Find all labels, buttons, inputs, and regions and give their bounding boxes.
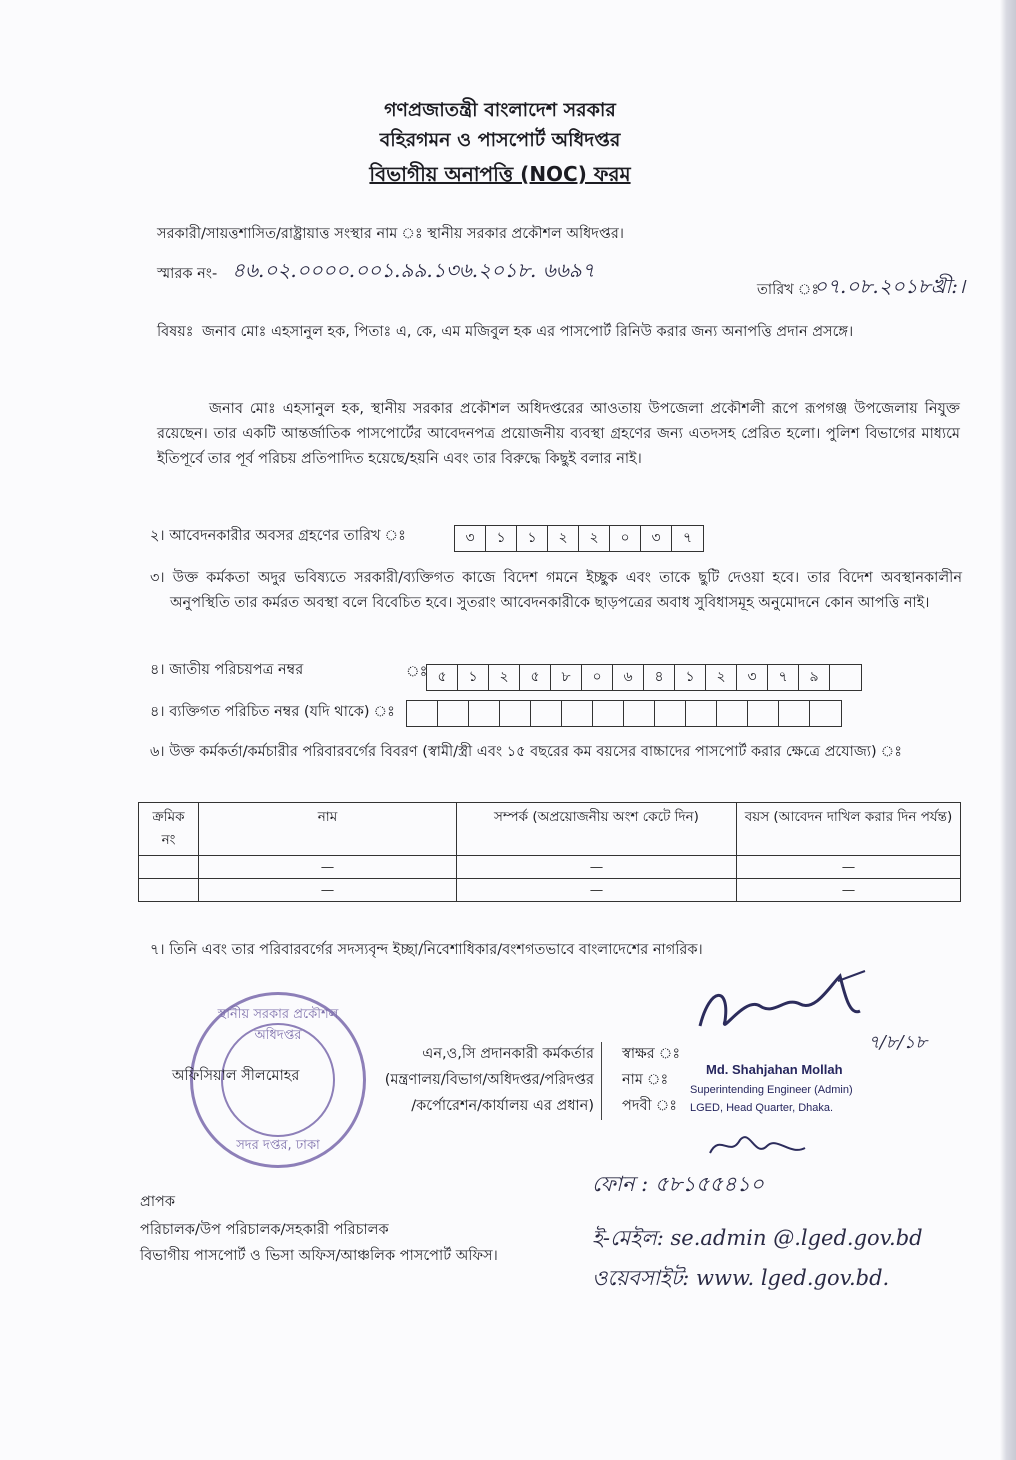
col-name: নাম <box>199 803 457 856</box>
col-age: বয়স (আবেদন দাখিল করার দিন পর্যন্ত) <box>737 803 961 856</box>
recipient-line-2: বিভাগীয় পাসপোর্ট ও ভিসা অফিস/আঞ্চলিক পাসপোর্ট অফিস। <box>140 1248 498 1264</box>
cell: — <box>199 856 457 879</box>
contact-email: ই-মেইল: se.admin @.lged.gov.bd <box>592 1226 923 1250</box>
officer-name: Md. Shahjahan Mollah <box>706 1062 843 1077</box>
col-relation: সম্পর্ক (অপ্রয়োজনীয় অংশ কেটে দিন) <box>457 803 737 856</box>
cell <box>139 879 199 902</box>
empty-box <box>562 701 593 726</box>
nid-label: ৪। জাতীয় পরিচয়পত্র নম্বর <box>150 662 304 678</box>
nid-boxes <box>426 664 862 691</box>
subject-text: জনাব মোঃ এহসানুল হক, পিতাঃ এ, কে, এম মজিবুল হক এর পাসপোর্ট রিনিউ করার জন্য অনাপত্তি প্রদান প্রসঙ্গে। <box>202 324 854 340</box>
digit-box: ৫ <box>427 665 458 690</box>
digit-box: ৩ <box>455 526 486 551</box>
digit-box: ২ <box>579 526 610 551</box>
digit-box: ২ <box>706 665 737 690</box>
empty-box <box>655 701 686 726</box>
digit-box: ৭ <box>768 665 799 690</box>
memo-label: স্মারক নং- <box>157 266 218 282</box>
seal-bottom-text: সদর দপ্তর, ঢাকা <box>236 1138 320 1153</box>
empty-box <box>717 701 748 726</box>
cell: — <box>457 856 737 879</box>
nid-colon: ঃ <box>406 664 428 680</box>
item-3: ৩। উক্ত কর্মকতা অদুর ভবিষ্যতে সরকারী/ব্যক্তিগত কাজে বিদেশ গমনে ইচ্ছুক এবং তাকে ছুটি দেওয়া হবে। তার বিদেশ অবস্থানকালীন অনুপস্থিতি তার কর্মরত অবস্থা বলে বিবেচিত হবে। সুতরাং আবেদনকারীকে ছাড়পত্রের অবাধ সুবিধাসমূহ অনুমোদনে কোন আপত্তি নাই। <box>150 570 962 611</box>
table-header-row <box>139 803 961 856</box>
officer-line-3: /কর্পোরেশন/কার্যালয় এর প্রধান) <box>411 1098 594 1114</box>
digit-box: ০ <box>582 665 613 690</box>
personal-id-label: ৪। ব্যক্তিগত পরিচিত নম্বর (যদি থাকে) ঃ <box>150 704 395 720</box>
designation-label: পদবী ঃ <box>622 1098 678 1114</box>
personal-id-boxes <box>406 700 842 727</box>
recipient-label: প্রাপক <box>140 1194 176 1210</box>
form-title: বিভাগীয় অনাপত্তি (NOC) ফরম <box>369 162 631 186</box>
item-6: ৬। উক্ত কর্মকর্তা/কর্মচারীর পরিবারবর্গের বিবরণ (স্বামী/স্ত্রী এবং ১৫ বছরের কম বয়সের বাচ্চাদের পাসপোর্ট করার ক্ষেত্রে প্রযোজ্য) ঃ <box>150 744 902 760</box>
empty-box <box>748 701 779 726</box>
signature-flourish <box>838 971 865 981</box>
subject-label: বিষয়ঃ <box>157 324 194 340</box>
digit-box: ৫ <box>520 665 551 690</box>
page-edge-shadow <box>1000 0 1016 1460</box>
cell: — <box>457 879 737 902</box>
contact-phone: ফোন : ৫৮১৫৫৪১০ <box>592 1172 764 1196</box>
signature-label: স্বাক্ষর ঃ <box>622 1046 681 1062</box>
digit-box: ৭ <box>682 530 693 546</box>
retirement-date-boxes <box>454 525 704 552</box>
officer-line-1: এন,ও,সি প্রদানকারী কর্মকর্তার <box>422 1046 594 1062</box>
officer-line-2: (মন্ত্রণালয়/বিভাগ/অধিদপ্তর/পরিদপ্তর <box>384 1072 594 1088</box>
digit-box: ৪ <box>644 665 675 690</box>
empty-box <box>810 701 841 726</box>
digit-box: ১ <box>486 526 517 551</box>
col-serial: ক্রমিক নং <box>139 803 199 856</box>
name-label: নাম ঃ <box>622 1072 669 1088</box>
initials-scribble <box>705 1128 815 1164</box>
digit-box: ০ <box>610 526 641 551</box>
seal-top-text: স্থানীয় সরকার প্রকৌশল অধিদপ্তর <box>217 1007 339 1043</box>
digit-box: ২ <box>489 665 520 690</box>
cell: — <box>737 856 961 879</box>
header-department: বহিরগমন ও পাসপোর্ট অধিদপ্তর <box>379 129 621 151</box>
cell <box>139 856 199 879</box>
paragraph-1: জনাব মোঃ এহসানুল হক, স্থানীয় সরকার প্রকৌশল অধিদপ্তরের আওতায় উপজেলা প্রকৌশলী রূপে রূপগঞ্জ উপজেলায় নিযুক্ত রয়েছেন। তার একটি আন্তর্জাতিক পাসপোর্টের আবেদনপত্র প্রয়োজনীয় ব্যবস্থা গ্রহণের জন্য এতদসহ প্রেরিত হলো। পুলিশ বিভাগের মাধ্যমে ইতিপূর্বে তার পূর্ব পরিচয় প্রতিপাদিত হয়েছে/হয়নি এবং তার বিরুদ্ধে কিছুই বলার নাই। <box>157 401 960 467</box>
digit-box: ৯ <box>799 665 830 690</box>
table-row <box>139 879 961 902</box>
family-table <box>138 802 961 902</box>
empty-box <box>593 701 624 726</box>
item-7: ৭। তিনি এবং তার পরিবারবর্গের সদস্যবৃন্দ ইচ্ছা/নিবেশাধিকার/বংশগতভাবে বাংলাদেশের নাগরিক। <box>150 942 703 958</box>
date-value: ০৭.০৮.২০১৮খ্রী:। <box>814 274 966 298</box>
empty-box <box>469 701 500 726</box>
header-government: গণপ্রজাতন্ত্রী বাংলাদেশ সরকার <box>384 99 616 121</box>
empty-box <box>407 701 438 726</box>
empty-box <box>624 701 655 726</box>
signature-date: ৭/৮/১৮ <box>868 1032 927 1053</box>
digit-box: ২ <box>548 526 579 551</box>
recipient-line-1: পরিচালক/উপ পরিচালক/সহকারী পরিচালক <box>140 1222 389 1238</box>
officer-divider <box>601 1042 602 1120</box>
officer-title: Superintending Engineer (Admin) <box>690 1084 853 1096</box>
empty-box <box>686 701 717 726</box>
retirement-date-label: ২। আবেদনকারীর অবসর গ্রহণের তারিখ ঃ <box>150 528 406 544</box>
date-label: তারিখ ঃ <box>757 282 820 298</box>
digit-box: ১ <box>675 665 706 690</box>
digit-box: ৩ <box>737 665 768 690</box>
empty-box <box>531 701 562 726</box>
contact-web: ওয়েবসাইট: www. lged.gov.bd. <box>592 1266 890 1290</box>
table-row <box>139 856 961 879</box>
seal-label: অফিসিয়াল সীলমোহর <box>172 1068 300 1084</box>
organization-line: সরকারী/সায়ত্তশাসিত/রাষ্ট্রায়াত্ত সংস্থার নাম ঃ স্থানীয় সরকার প্রকৌশল অধিদপ্তর। <box>157 226 624 242</box>
digit-box: ১ <box>517 526 548 551</box>
cell: — <box>737 879 961 902</box>
empty-box <box>779 701 810 726</box>
memo-number: ৪৬.০২.০০০০.০০১.৯৯.১৩৬.২০১৮. ৬৬৯৭ <box>232 258 595 282</box>
signature-stroke <box>700 976 860 1026</box>
cell: — <box>199 879 457 902</box>
officer-office: LGED, Head Quarter, Dhaka. <box>690 1102 834 1114</box>
digit-box: ৬ <box>613 665 644 690</box>
digit-box <box>830 665 861 690</box>
digit-box: ১ <box>458 665 489 690</box>
digit-box: ৮ <box>551 665 582 690</box>
digit-box: ৩ <box>641 526 672 551</box>
empty-box <box>500 701 531 726</box>
initials-stroke <box>710 1137 805 1153</box>
empty-box <box>438 701 469 726</box>
